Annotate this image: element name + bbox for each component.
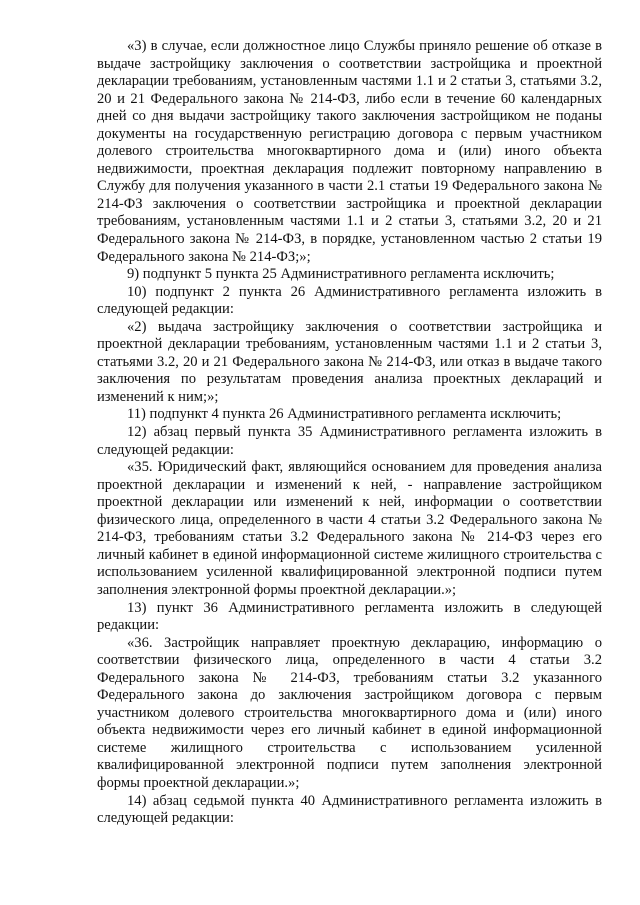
paragraph-item-3-quote: «3) в случае, если должностное лицо Службы приняло решение об отказе в выдаче застройщику заключения о соответствии застройщика и проектной декларации требованиям, установленным частями 1.1 и 2 статьи 3, статьями 3.2, 20 и 21 Федерального закона № 214-ФЗ, либо если в течение 60 календарных дней со дня выдачи застройщику такого заключения застройщиком не поданы документы на государственную регистрацию договора с первым участником долевого строительства многоквартирного дома и (или) иного объекта недвижимости, проектная декларация подлежит повторному направлению в Службу для получения указанного в части 2.1 статьи 19 Федерального закона № 214-ФЗ заключения о соответствии застройщика и проектной декларации требованиям, установленным частями 1.1 и 2 статьи 3, статьями 3.2, 20 и 21 Федерального закона № 214-ФЗ, в порядке, установленном частью 2 статьи 19 Федерального закона № 214-ФЗ;»; (97, 38, 602, 265)
paragraph-item-35-quote: «35. Юридический факт, являющийся основанием для проведения анализа проектной декларации и изменений к ней, - направление застройщиком проектной декларации или изменений к ней, информации о соответствии физического лица, определенного в части 4 статьи 3.2 Федерального закона № 214-ФЗ, требованиям статьи 3.2 Федерального закона № 214-ФЗ через его личный кабинет в единой информационной системе жилищного строительства с использованием усиленной квалифицированной электронной подписи путем заполнения электронной формы проектной декларации.»; (97, 459, 602, 598)
paragraph-item-10: 10) подпункт 2 пункта 26 Административного регламента изложить в следующей редакции: (97, 283, 602, 318)
paragraph-item-9: 9) подпункт 5 пункта 25 Административного регламента исключить; (127, 266, 555, 283)
paragraph-item-13: 13) пункт 36 Административного регламента изложить в следующей редакции: (97, 599, 602, 634)
paragraph-item-14: 14) абзац седьмой пункта 40 Административного регламента изложить в следующей редакции: (97, 792, 602, 827)
paragraph-item-36-quote: «36. Застройщик направляет проектную декларацию, информацию о соответствии физического лица, определенного в части 4 статьи 3.2 Федерального закона № 214-ФЗ, требованиям статьи 3.2 указанного Федерального закона до заключения застройщиком договора с первым участником долевого строительства многоквартирного дома и (или) иного объекта недвижимости через его личный кабинет в единой информационной системе жилищного строительства с использованием усиленной квалифицированной электронной подписи путем заполнения электронной формы проектной декларации.»; (97, 634, 602, 791)
document-page (97, 38, 602, 828)
paragraph-item-2-quote: «2) выдача застройщику заключения о соответствии застройщика и проектной декларации требованиям, установленным частями 1.1 и 2 статьи 3, статьями 3.2, 20 и 21 Федерального закона № 214-ФЗ, или отказ в выдаче такого заключения по результатам проведения анализа проектных деклараций и изменений к ним;»; (97, 318, 602, 405)
paragraph-item-11: 11) подпункт 4 пункта 26 Административного регламента исключить; (127, 406, 562, 423)
paragraph-item-12: 12) абзац первый пункта 35 Административного регламента изложить в следующей редакции: (97, 424, 602, 458)
